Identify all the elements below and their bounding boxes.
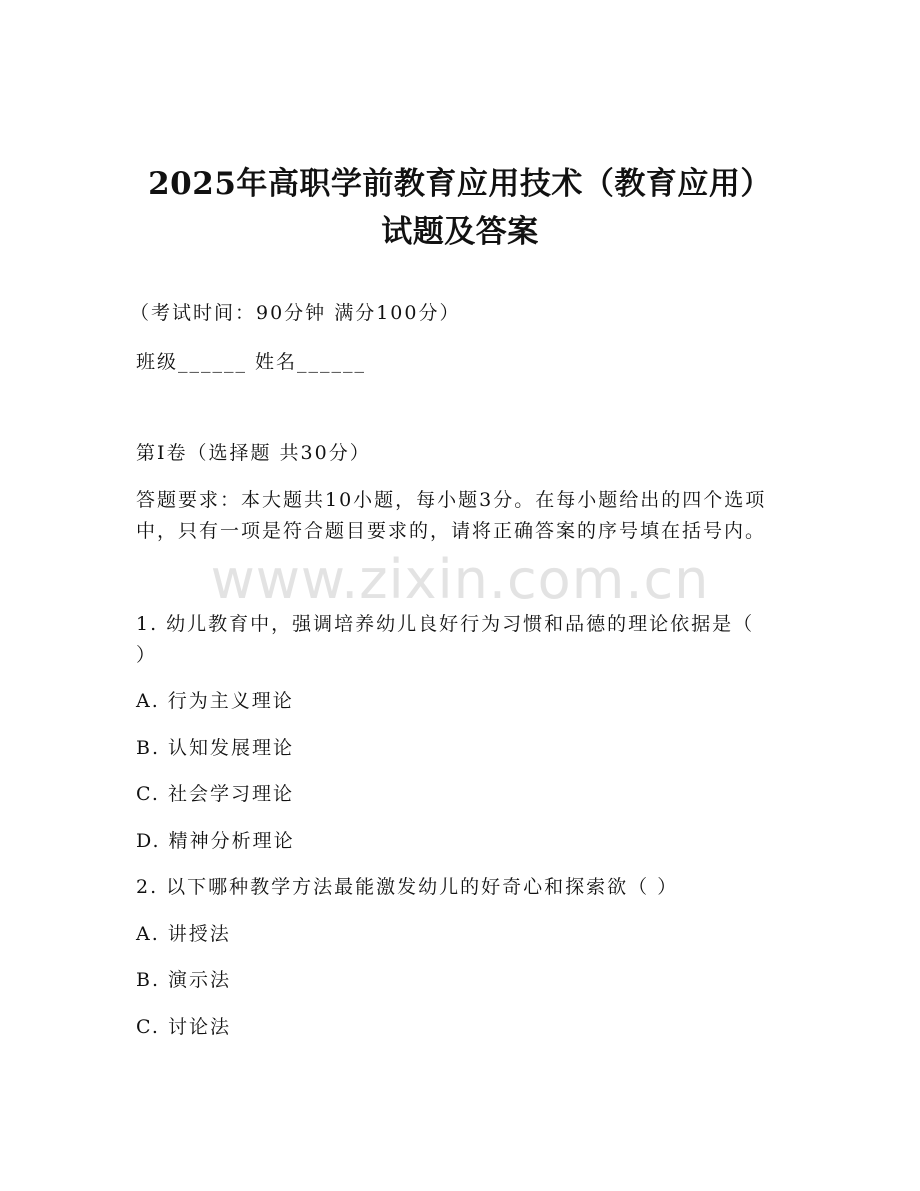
section-heading: 第I卷（选择题 共30分） [136,442,371,464]
watermark: www.zixin.com.cn [210,548,710,611]
instructions-line-2: 中，只有一项是符合题目要求的，请将正确答案的序号填在括号内。 [136,520,767,542]
question-1-option-a: A. 行为主义理论 [136,690,294,712]
question-2-stem: 2. 以下哪种教学方法最能激发幼儿的好奇心和探索欲（ ） [136,876,679,898]
instructions-line-1: 答题要求：本大题共10小题，每小题3分。在每小题给出的四个选项 [136,489,767,511]
student-fields: 班级______ 姓名______ [136,351,367,373]
question-1-option-b: B. 认知发展理论 [136,737,295,759]
question-2-option-b: B. 演示法 [136,969,232,991]
question-1-option-c: C. 社会学习理论 [136,783,294,805]
question-2-option-c: C. 讨论法 [136,1016,231,1038]
question-2-option-a: A. 讲授法 [136,923,231,945]
question-1-option-d: D. 精神分析理论 [136,830,295,852]
question-1-stem: 1. 幼儿教育中，强调培养幼儿良好行为习惯和品德的理论依据是（ [136,613,755,635]
exam-info: （考试时间：90分钟 满分100分） [130,302,461,324]
question-1-stem-continued: ） [136,644,158,666]
document-title-line-1: 2025年高职学前教育应用技术（教育应用） [148,166,772,202]
document-title-line-2: 试题及答案 [381,214,539,250]
